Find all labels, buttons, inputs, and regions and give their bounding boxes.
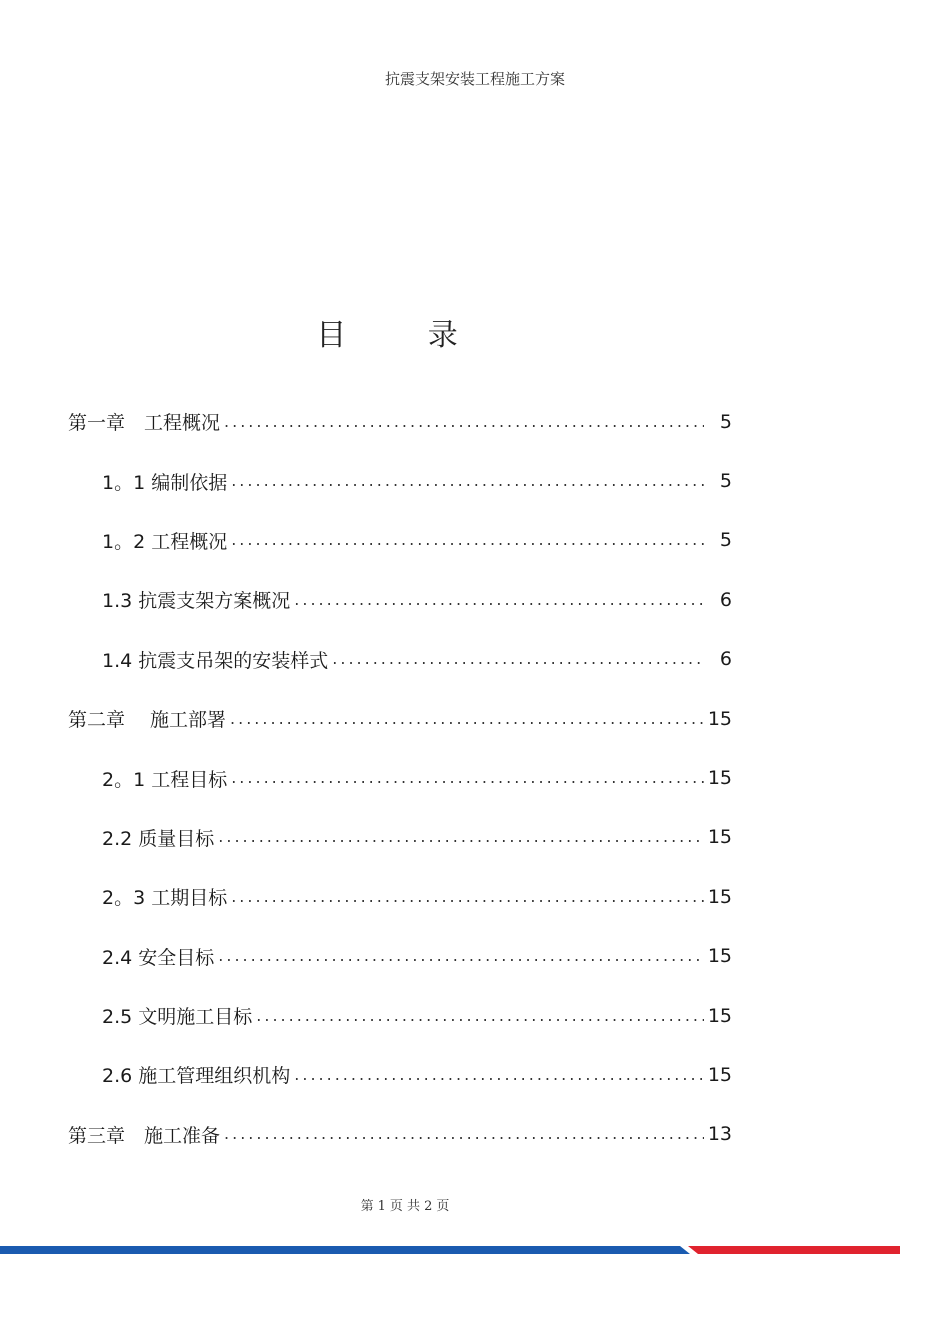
toc-section-row[interactable] [68,748,732,807]
footer-bar-red [688,1246,900,1254]
toc-chapter-row[interactable] [68,689,732,748]
toc-section-row[interactable] [68,808,732,867]
toc-entry-page: 15 [707,885,732,908]
toc-dot-leader [218,948,704,964]
table-of-contents [68,392,732,1164]
toc-entry-page: 15 [707,767,732,790]
toc-entry-page: 15 [707,826,732,849]
toc-entry-label: 1。2 工程概况 [102,530,228,553]
toc-section-row[interactable] [68,511,732,570]
toc-entry-label: 2.4 安全目标 [102,946,215,969]
toc-entry-page: 13 [707,1123,732,1146]
toc-entry-page: 15 [707,1063,732,1086]
toc-section-row[interactable] [68,630,732,689]
toc-chapter-row[interactable] [68,392,732,451]
toc-dot-leader [231,532,704,548]
toc-entry-label: 2。1 工程目标 [102,768,228,791]
toc-dot-leader [224,1126,704,1142]
toc-title: 目 录 [316,318,494,353]
toc-entry-label: 1.3 抗震支架方案概况 [102,590,291,613]
toc-dot-leader [231,889,704,905]
footer-page-number: 1 [377,1199,386,1214]
toc-dot-leader [294,1067,704,1083]
toc-entry-page: 15 [707,1004,732,1027]
toc-section-row[interactable] [68,867,732,926]
toc-entry-label: 第三章 施工准备 [68,1124,221,1147]
footer-mid: 页 共 [389,1199,421,1214]
page-footer [0,1195,810,1214]
toc-entry-page: 15 [707,945,732,968]
toc-entry-label: 1。1 编制依据 [102,471,228,494]
footer-bar-blue [0,1246,690,1254]
toc-entry-label: 2.6 施工管理组织机构 [102,1065,291,1088]
toc-entry-page: 15 [707,707,732,730]
toc-dot-leader [256,1008,704,1024]
toc-dot-leader [294,592,704,608]
document-header: 抗震支架安装工程施工方案 [384,70,565,88]
toc-entry-label: 2。3 工期目标 [102,887,228,910]
toc-entry-page: 5 [719,410,732,433]
toc-chapter-row[interactable] [68,1105,732,1164]
toc-entry-label: 第一章 工程概况 [68,412,221,435]
footer-suffix: 页 [436,1199,450,1214]
toc-entry-page: 6 [719,588,732,611]
footer-prefix: 第 [360,1199,374,1214]
toc-section-row[interactable] [68,570,732,629]
toc-dot-leader [230,711,704,727]
footer-color-bar [0,1244,900,1258]
toc-entry-page: 5 [719,529,732,552]
toc-dot-leader [218,829,704,845]
toc-dot-leader [231,473,704,489]
toc-section-row[interactable] [68,986,732,1045]
toc-dot-leader [332,651,704,667]
toc-entry-label: 1.4 抗震支吊架的安装样式 [102,649,329,672]
toc-section-row[interactable] [68,927,732,986]
toc-entry-label: 2.2 质量目标 [102,827,215,850]
toc-entry-label: 第二章 施工部署 [68,709,227,732]
toc-dot-leader [224,414,704,430]
toc-section-row[interactable] [68,451,732,510]
toc-entry-page: 6 [719,648,732,671]
toc-dot-leader [231,770,704,786]
footer-total-pages: 2 [424,1199,433,1214]
toc-section-row[interactable] [68,1045,732,1104]
toc-entry-page: 5 [719,470,732,493]
toc-entry-label: 2.5 文明施工目标 [102,1006,253,1029]
